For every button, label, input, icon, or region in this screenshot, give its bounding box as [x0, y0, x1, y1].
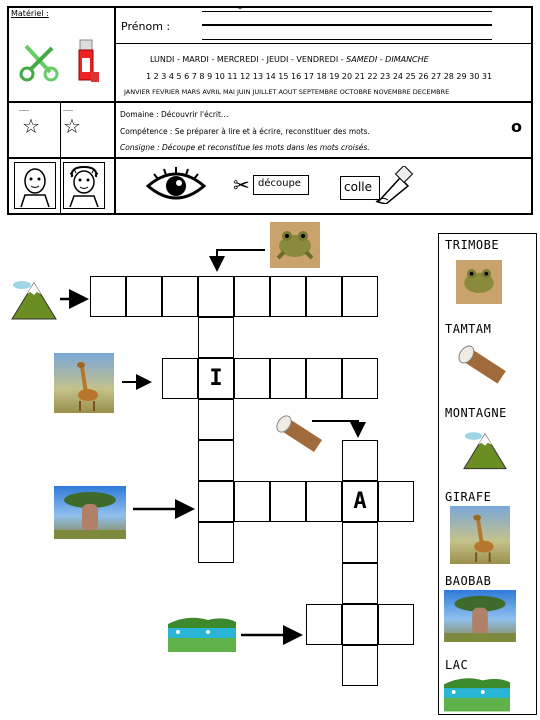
- word-label: TAMTAM: [445, 322, 492, 336]
- giraffe-icon: [450, 506, 510, 564]
- word-card-montagne[interactable]: [444, 406, 534, 474]
- word-label: TRIMOBE: [445, 238, 500, 252]
- consigne-text: Consigne : Découpe et reconstitue les mots dans les mots croisés.: [120, 143, 370, 152]
- name-writing-lines[interactable]: *: [202, 11, 492, 41]
- colle-label: colle: [344, 180, 372, 194]
- word-card-tamtam[interactable]: [444, 322, 534, 392]
- giraffe-icon: [54, 353, 114, 413]
- word-label: GIRAFE: [445, 490, 492, 504]
- lake-icon: [168, 614, 236, 652]
- word-label: BAOBAB: [445, 574, 492, 588]
- drum-icon: [456, 342, 510, 392]
- decoupe-label: découpe: [258, 178, 301, 189]
- score-mark: o: [511, 117, 522, 136]
- lake-icon: [444, 674, 510, 712]
- word-card-trimobe[interactable]: [444, 238, 534, 308]
- given-letter-a: A: [353, 489, 367, 514]
- mountain-icon: [10, 275, 58, 320]
- prenom-label: Prénom :: [121, 20, 171, 33]
- baobab-icon: [54, 486, 126, 539]
- star-icon: ☆: [63, 114, 81, 138]
- domaine-text: Domaine : Découvrir l'écrit…: [120, 110, 229, 119]
- word-card-lac[interactable]: [444, 658, 534, 714]
- mountain-icon: [462, 426, 508, 470]
- word-label: MONTAGNE: [445, 406, 507, 420]
- frog-icon: [456, 260, 502, 304]
- baobab-icon: [444, 590, 516, 642]
- word-card-baobab[interactable]: [444, 574, 534, 644]
- word-label: LAC: [445, 658, 469, 672]
- scissors-small-icon: ✂: [233, 173, 250, 197]
- frog-icon: [270, 222, 320, 268]
- given-letter-i: I: [209, 366, 223, 391]
- word-card-girafe[interactable]: [444, 490, 534, 566]
- materiel-label: Matériel :: [11, 9, 49, 18]
- weekend-days: SAMEDI - DIMANCHE: [346, 55, 429, 64]
- competence-text: Compétence : Se préparer à lire et à écrire, reconstituer des mots.: [120, 127, 370, 136]
- day-numbers: 1 2 3 4 5 6 7 8 9 10 11 12 13 14 15 16 17 18 19 20 21 22 23 24 25 26 27 28 29 30 31: [146, 72, 493, 81]
- months-of-year: JANVIER FEVRIER MARS AVRIL MAI JUIN JUILLET AOUT SEPTEMBRE OCTOBRE NOVEMBRE DECEMBRE: [124, 88, 450, 96]
- star-icon: ☆: [22, 114, 40, 138]
- drum-icon: [274, 412, 326, 460]
- weekdays: LUNDI - MARDI - MERCREDI - JEUDI - VENDREDI -: [150, 55, 347, 64]
